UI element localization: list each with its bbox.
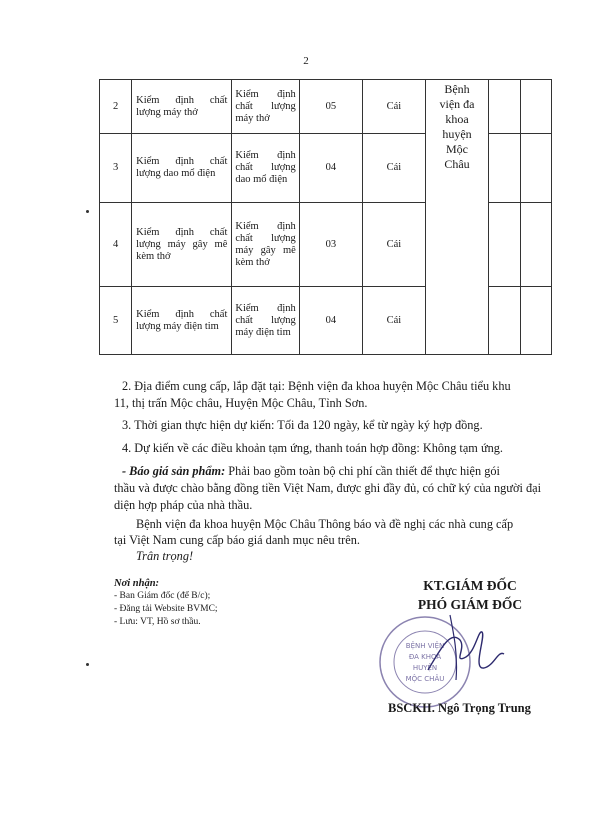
recipients-title: Nơi nhận: xyxy=(114,578,160,589)
paragraph-payment: 4. Dự kiến về các điều khoản tạm ứng, thanh toán hợp đồng: Không tạm ứng. xyxy=(122,441,503,455)
signature-title: KT.GIÁM ĐỐC xyxy=(423,578,517,593)
signature-subtitle: PHÓ GIÁM ĐỐC xyxy=(417,597,523,612)
row-unit: Cái xyxy=(363,203,426,287)
scan-mark xyxy=(86,663,89,666)
quote-label: - Báo giá sản phẩm: xyxy=(122,464,226,478)
empty-cell xyxy=(521,134,552,203)
row-stt: 3 xyxy=(100,134,132,203)
row-qty: 04 xyxy=(299,287,362,355)
row-desc: Kiểm định chất lượng máy gây mê kèm thở xyxy=(232,203,299,287)
row-name: Kiểm định chất lượng dao mổ điện xyxy=(132,134,232,203)
signer-name: BSCKII. Ngô Trọng Trung xyxy=(388,701,531,715)
page-number: 2 xyxy=(303,55,309,67)
row-name: Kiểm định chất lượng máy điện tim xyxy=(132,287,232,355)
row-qty: 04 xyxy=(299,134,362,203)
row-stt: 4 xyxy=(100,203,132,287)
empty-cell xyxy=(489,203,521,287)
scan-mark xyxy=(86,210,89,213)
empty-cell xyxy=(489,134,521,203)
row-stt: 5 xyxy=(100,287,132,355)
paragraph-time: 3. Thời gian thực hiện dự kiến: Tối đa 120 ngày, kể từ ngày ký hợp đồng. xyxy=(122,418,483,432)
location-line: khoa xyxy=(445,112,469,126)
item-table xyxy=(99,79,552,355)
empty-cell xyxy=(489,287,521,355)
stamp-text: ĐA KHOA xyxy=(408,653,442,661)
row-unit: Cái xyxy=(363,134,426,203)
stamp-text: HUYỆN xyxy=(412,664,438,672)
row-stt: 2 xyxy=(100,80,132,134)
empty-cell xyxy=(521,203,552,287)
paragraph-quote-cont: diện hợp pháp của nhà thầu. xyxy=(114,498,253,512)
recipient-item: - Ban Giám đốc (để B/c); xyxy=(114,591,211,601)
paragraph-notice-cont: tại Việt Nam cung cấp báo giá danh mục nêu trên. xyxy=(114,533,360,547)
stamp-text: MỘC CHÂU xyxy=(405,675,445,683)
row-desc: Kiểm định chất lượng máy điện tim xyxy=(232,287,299,355)
recipient-item: - Đăng tải Website BVMC; xyxy=(114,604,218,614)
location-line: viện đa xyxy=(439,97,475,111)
row-unit: Cái xyxy=(363,287,426,355)
row-name: Kiểm định chất lượng máy gây mê kèm thở xyxy=(132,203,232,287)
paragraph-location-cont: 11, thị trấn Mộc châu, Huyện Mộc Châu, Tỉnh Sơn. xyxy=(114,396,368,410)
location-line: Bệnh xyxy=(444,82,470,96)
paragraph-quote-cont: thầu và được chào bằng đồng tiền Việt Nam, được ghi đầy đủ, có chữ ký của người đại xyxy=(114,481,541,495)
row-name: Kiểm định chất lượng máy thở xyxy=(132,80,232,134)
quote-text: Phải bao gồm toàn bộ chi phí cần thiết để thực hiện gói xyxy=(225,464,500,478)
paragraph-notice: Bệnh viện đa khoa huyện Mộc Châu Thông báo và đề nghị các nhà cung cấp xyxy=(136,517,514,531)
location-cell xyxy=(425,80,489,355)
table-row xyxy=(100,80,552,134)
stamp-text: BỆNH VIỆN xyxy=(405,642,445,650)
paragraph-quote xyxy=(114,463,559,479)
location-line: Mộc xyxy=(445,142,468,156)
empty-cell xyxy=(521,80,552,134)
row-qty: 03 xyxy=(299,203,362,287)
row-desc: Kiểm định chất lượng dao mổ điện xyxy=(232,134,299,203)
location-line: Châu xyxy=(444,157,470,171)
recipient-item: - Lưu: VT, Hồ sơ thầu. xyxy=(114,617,201,627)
empty-cell xyxy=(521,287,552,355)
empty-cell xyxy=(489,80,521,134)
closing: Trân trọng! xyxy=(136,549,194,563)
row-desc: Kiểm định chất lượng máy thở xyxy=(232,80,299,134)
row-qty: 05 xyxy=(299,80,362,134)
row-unit: Cái xyxy=(363,80,426,134)
location-line: huyện xyxy=(442,127,472,141)
paragraph-location: 2. Địa điểm cung cấp, lắp đặt tại: Bệnh viện đa khoa huyện Mộc Châu tiểu khu xyxy=(122,379,511,393)
signature-scribble xyxy=(420,610,510,690)
